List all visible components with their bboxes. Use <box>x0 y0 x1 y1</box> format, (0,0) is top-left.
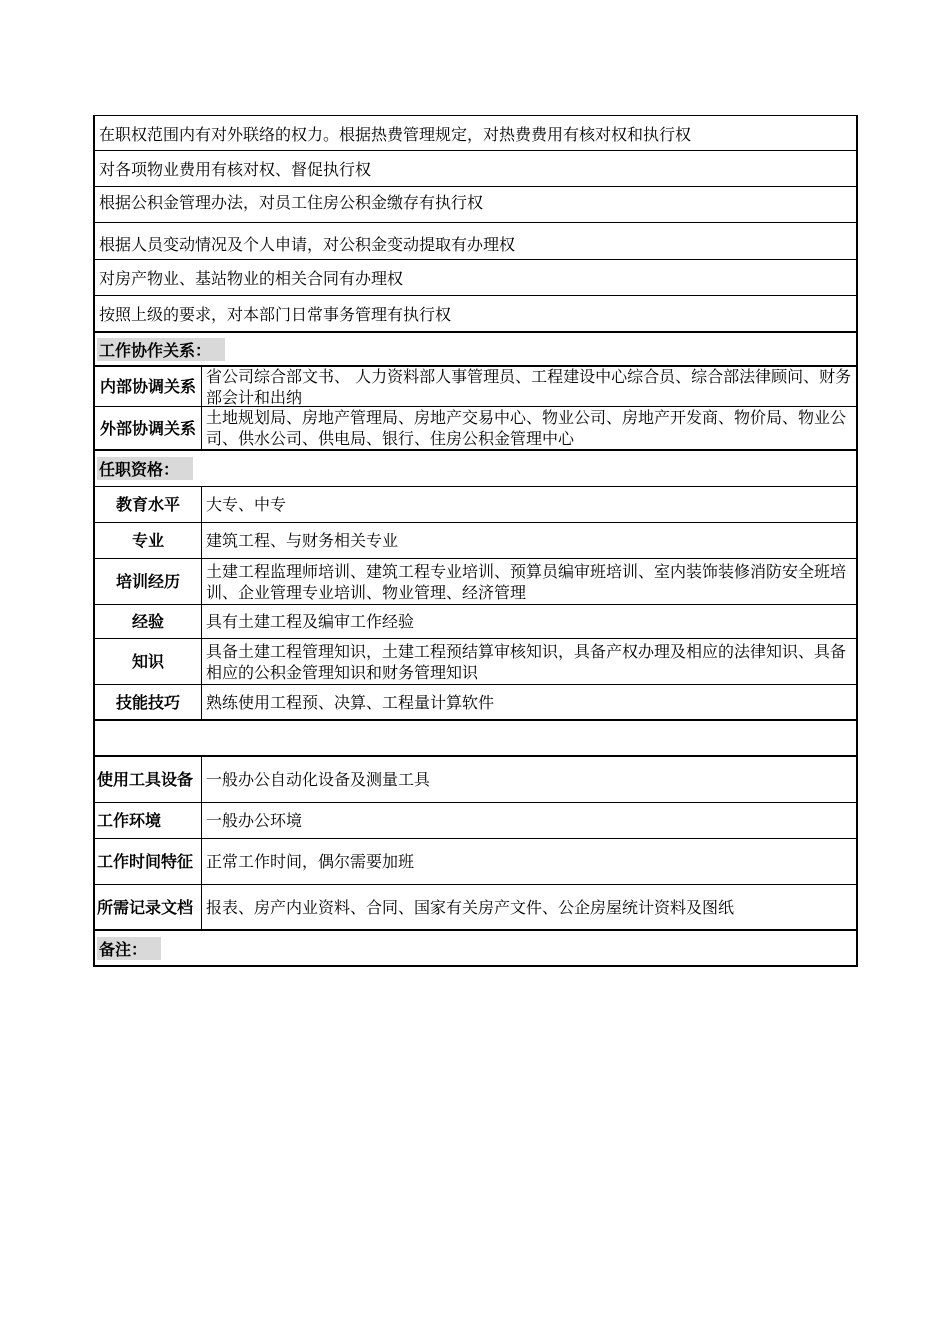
records-label: 所需记录文档 <box>95 885 202 929</box>
major-value: 建筑工程、与财务相关专业 <box>206 531 399 550</box>
knowledge-label: 知识 <box>95 639 202 684</box>
qualification-section-header <box>93 451 858 487</box>
major-label: 专业 <box>95 523 202 558</box>
internal-coordination-label: 内部协调关系 <box>95 367 202 406</box>
tools-label: 使用工具设备 <box>95 757 202 802</box>
environment-value: 一般办公环境 <box>206 811 303 830</box>
education-row <box>93 487 858 523</box>
blank-cell <box>95 721 856 755</box>
training-row <box>93 559 858 605</box>
power-row-6 <box>93 296 858 333</box>
external-coordination-value: 土地规划局、房地产管理局、房地产交易中心、物业公司、房地产开发商、物价局、物业公司、供水公司、供电局、银行、住房公积金管理中心 <box>206 408 847 448</box>
remarks-row <box>93 931 858 967</box>
cooperation-section-header <box>93 333 858 367</box>
experience-row <box>93 605 858 639</box>
experience-label: 经验 <box>95 605 202 638</box>
internal-coordination-value: 省公司综合部文书、 人力资料部人事管理员、工程建设中心综合员、综合部法律顾问、财务部会计和出纳 <box>206 367 852 406</box>
power-text: 按照上级的要求，对本部门日常事务管理有执行权 <box>99 305 452 324</box>
skills-row <box>93 685 858 721</box>
remarks-title: 备注： <box>95 931 161 965</box>
skills-label: 技能技巧 <box>95 685 202 719</box>
skills-value: 熟练使用工程预、决算、工程量计算软件 <box>206 692 495 712</box>
section-title: 工作协作关系： <box>95 333 225 365</box>
power-text: 对各项物业费用有核对权、督促执行权 <box>99 160 372 179</box>
power-text: 根据人员变动情况及个人申请，对公积金变动提取有办理权 <box>99 234 516 254</box>
job-description-sheet <box>93 115 858 967</box>
power-row-5 <box>93 260 858 296</box>
power-row-3 <box>93 187 858 223</box>
work-time-label: 工作时间特征 <box>95 839 202 884</box>
power-row-1 <box>93 115 858 151</box>
tools-value: 一般办公自动化设备及测量工具 <box>206 770 431 789</box>
education-label: 教育水平 <box>95 487 202 522</box>
work-time-row <box>93 839 858 885</box>
major-row <box>93 523 858 559</box>
knowledge-value: 具备土建工程管理知识，土建工程预结算审核知识，具备产权办理及相应的法律知识、具备相应的公积金管理知识和财务管理知识 <box>206 641 847 682</box>
external-coordination-row <box>93 407 858 451</box>
blank-row <box>93 721 858 757</box>
tools-row <box>93 757 858 803</box>
work-time-value: 正常工作时间，偶尔需要加班 <box>206 852 415 871</box>
records-row <box>93 885 858 931</box>
section-title: 任职资格： <box>95 451 193 486</box>
external-coordination-label: 外部协调关系 <box>95 407 202 449</box>
education-value: 大专、中专 <box>206 495 287 514</box>
power-text: 对房产物业、基站物业的相关合同有办理权 <box>99 269 404 288</box>
power-row-2 <box>93 151 858 187</box>
power-text: 根据公积金管理办法，对员工住房公积金缴存有执行权 <box>99 193 484 212</box>
training-value: 土建工程监理师培训、建筑工程专业培训、预算员编审班培训、室内装饰装修消防安全班培训、企业管理专业培训、物业管理、经济管理 <box>206 561 847 602</box>
experience-value: 具有土建工程及编审工作经验 <box>206 612 415 631</box>
training-label: 培训经历 <box>95 559 202 604</box>
power-text: 在职权范围内有对外联络的权力。根据热费管理规定，对热费费用有核对权和执行权 <box>99 124 692 144</box>
environment-label: 工作环境 <box>95 803 202 838</box>
knowledge-row <box>93 639 858 685</box>
power-row-4 <box>93 223 858 260</box>
internal-coordination-row <box>93 367 858 407</box>
environment-row <box>93 803 858 839</box>
records-value: 报表、房产内业资料、合同、国家有关房产文件、公企房屋统计资料及图纸 <box>206 897 735 917</box>
